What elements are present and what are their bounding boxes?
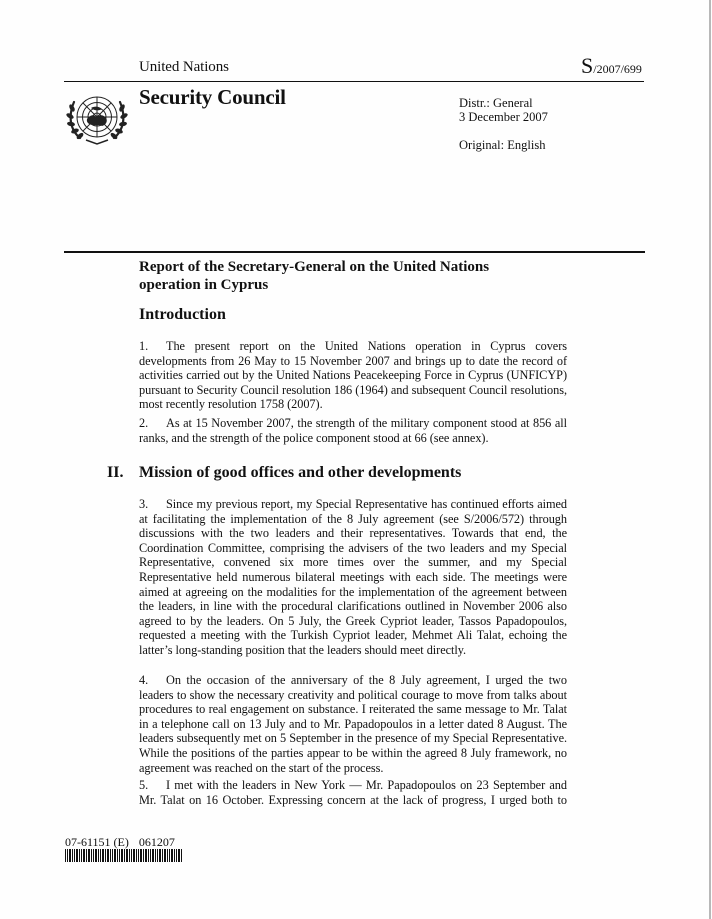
section-title: Mission of good offices and other developments [139, 464, 462, 481]
paragraph-text: On the occasion of the anniversary of the 8 July agreement, I urged the two leaders to show the necessary creativity and political courage to move from talks about procedures to real engagement on substance. I reiterated the same message to Mr. Talat in a telephone call on 13 July and to Mr. Papadopoulos in a letter dated 8 August. The leaders subsequently met on 5 September in the presence of my Special Representative. While the positions of the parties appear to be within the agreed 8 July framework, no agreement was reached on the start of the process. [139, 673, 567, 775]
report-title [139, 258, 579, 294]
section-number: II. [107, 464, 124, 481]
paragraph-number: 1. [139, 339, 149, 353]
paragraph-2 [139, 416, 567, 445]
header-rule [64, 81, 644, 82]
distribution-type: Distr.: General [459, 96, 533, 110]
paragraph-number: 3. [139, 497, 149, 511]
document-symbol [581, 53, 642, 79]
paragraph-4 [139, 673, 567, 775]
report-title-line-2: operation in Cyprus [139, 277, 269, 293]
job-number: 07-61151 (E) [65, 835, 129, 849]
title-rule [64, 251, 645, 253]
symbol-suffix: /2007/699 [593, 62, 642, 76]
paragraph-number: 5. [139, 778, 149, 792]
paragraph-text: The present report on the United Nations operation in Cyprus covers developments from 26 May to 15 November 2007 and brings up to date the record of activities carried out by the United Nations Peacekeeping Force in Cyprus (UNFICYP) pursuant to Security Council resolution 186 (1964) and subsequent Council resolutions, most recently resolution 1758 (2007). [139, 339, 567, 412]
symbol-prefix: S [581, 53, 594, 78]
release-date: 061207 [138, 835, 175, 849]
paragraph-text: Since my previous report, my Special Representative has continued efforts aimed at facilitating the implementation of the 8 July agreement (see S/2006/572) through discussions with the two leaders and their representatives. Towards that end, the Coordination Committee, comprising the advisers of the two leaders and my Special Representative, convened six more times over the summer, and my Special Representative held numerous bilateral meetings with each side. The meetings were aimed at agreeing on the modalities for the implementation of the agreement between the leaders, in line with the procedural clarifications outlined in November 2006 also agreed to by the leaders. On 5 July, the Greek Cypriot leader, Tassos Papadopoulos, requested a meeting with the Turkish Cypriot leader, Mehmet Ali Talat, echoing the latter’s long-standing position that the leaders should meet directly. [139, 497, 567, 657]
document-date: 3 December 2007 [459, 110, 548, 124]
organ-name: Security Council [139, 85, 286, 109]
section-title: Introduction [139, 306, 226, 323]
paragraph-5 [139, 778, 567, 807]
paragraph-number: 2. [139, 416, 149, 430]
report-title-line-1: Report of the Secretary-General on the United Nations [139, 259, 490, 275]
distribution-block [459, 96, 548, 152]
paragraph-3 [139, 497, 567, 658]
page-right-border [709, 0, 711, 919]
barcode-icon [65, 849, 183, 862]
organization-name: United Nations [139, 59, 229, 75]
un-emblem-icon [66, 88, 128, 148]
paragraph-number: 4. [139, 673, 149, 687]
document-job-code [65, 835, 175, 850]
paragraph-text: As at 15 November 2007, the strength of the military component stood at 856 all ranks, and the strength of the police component stood at 66 (see annex). [139, 416, 567, 445]
paragraph-text: I met with the leaders in New York — Mr. Papadopoulos on 23 September and Mr. Talat on 16 October. Expressing concern at the lack of progress, I urged both to [139, 778, 567, 807]
paragraph-1 [139, 339, 567, 412]
original-language: Original: English [459, 138, 546, 152]
